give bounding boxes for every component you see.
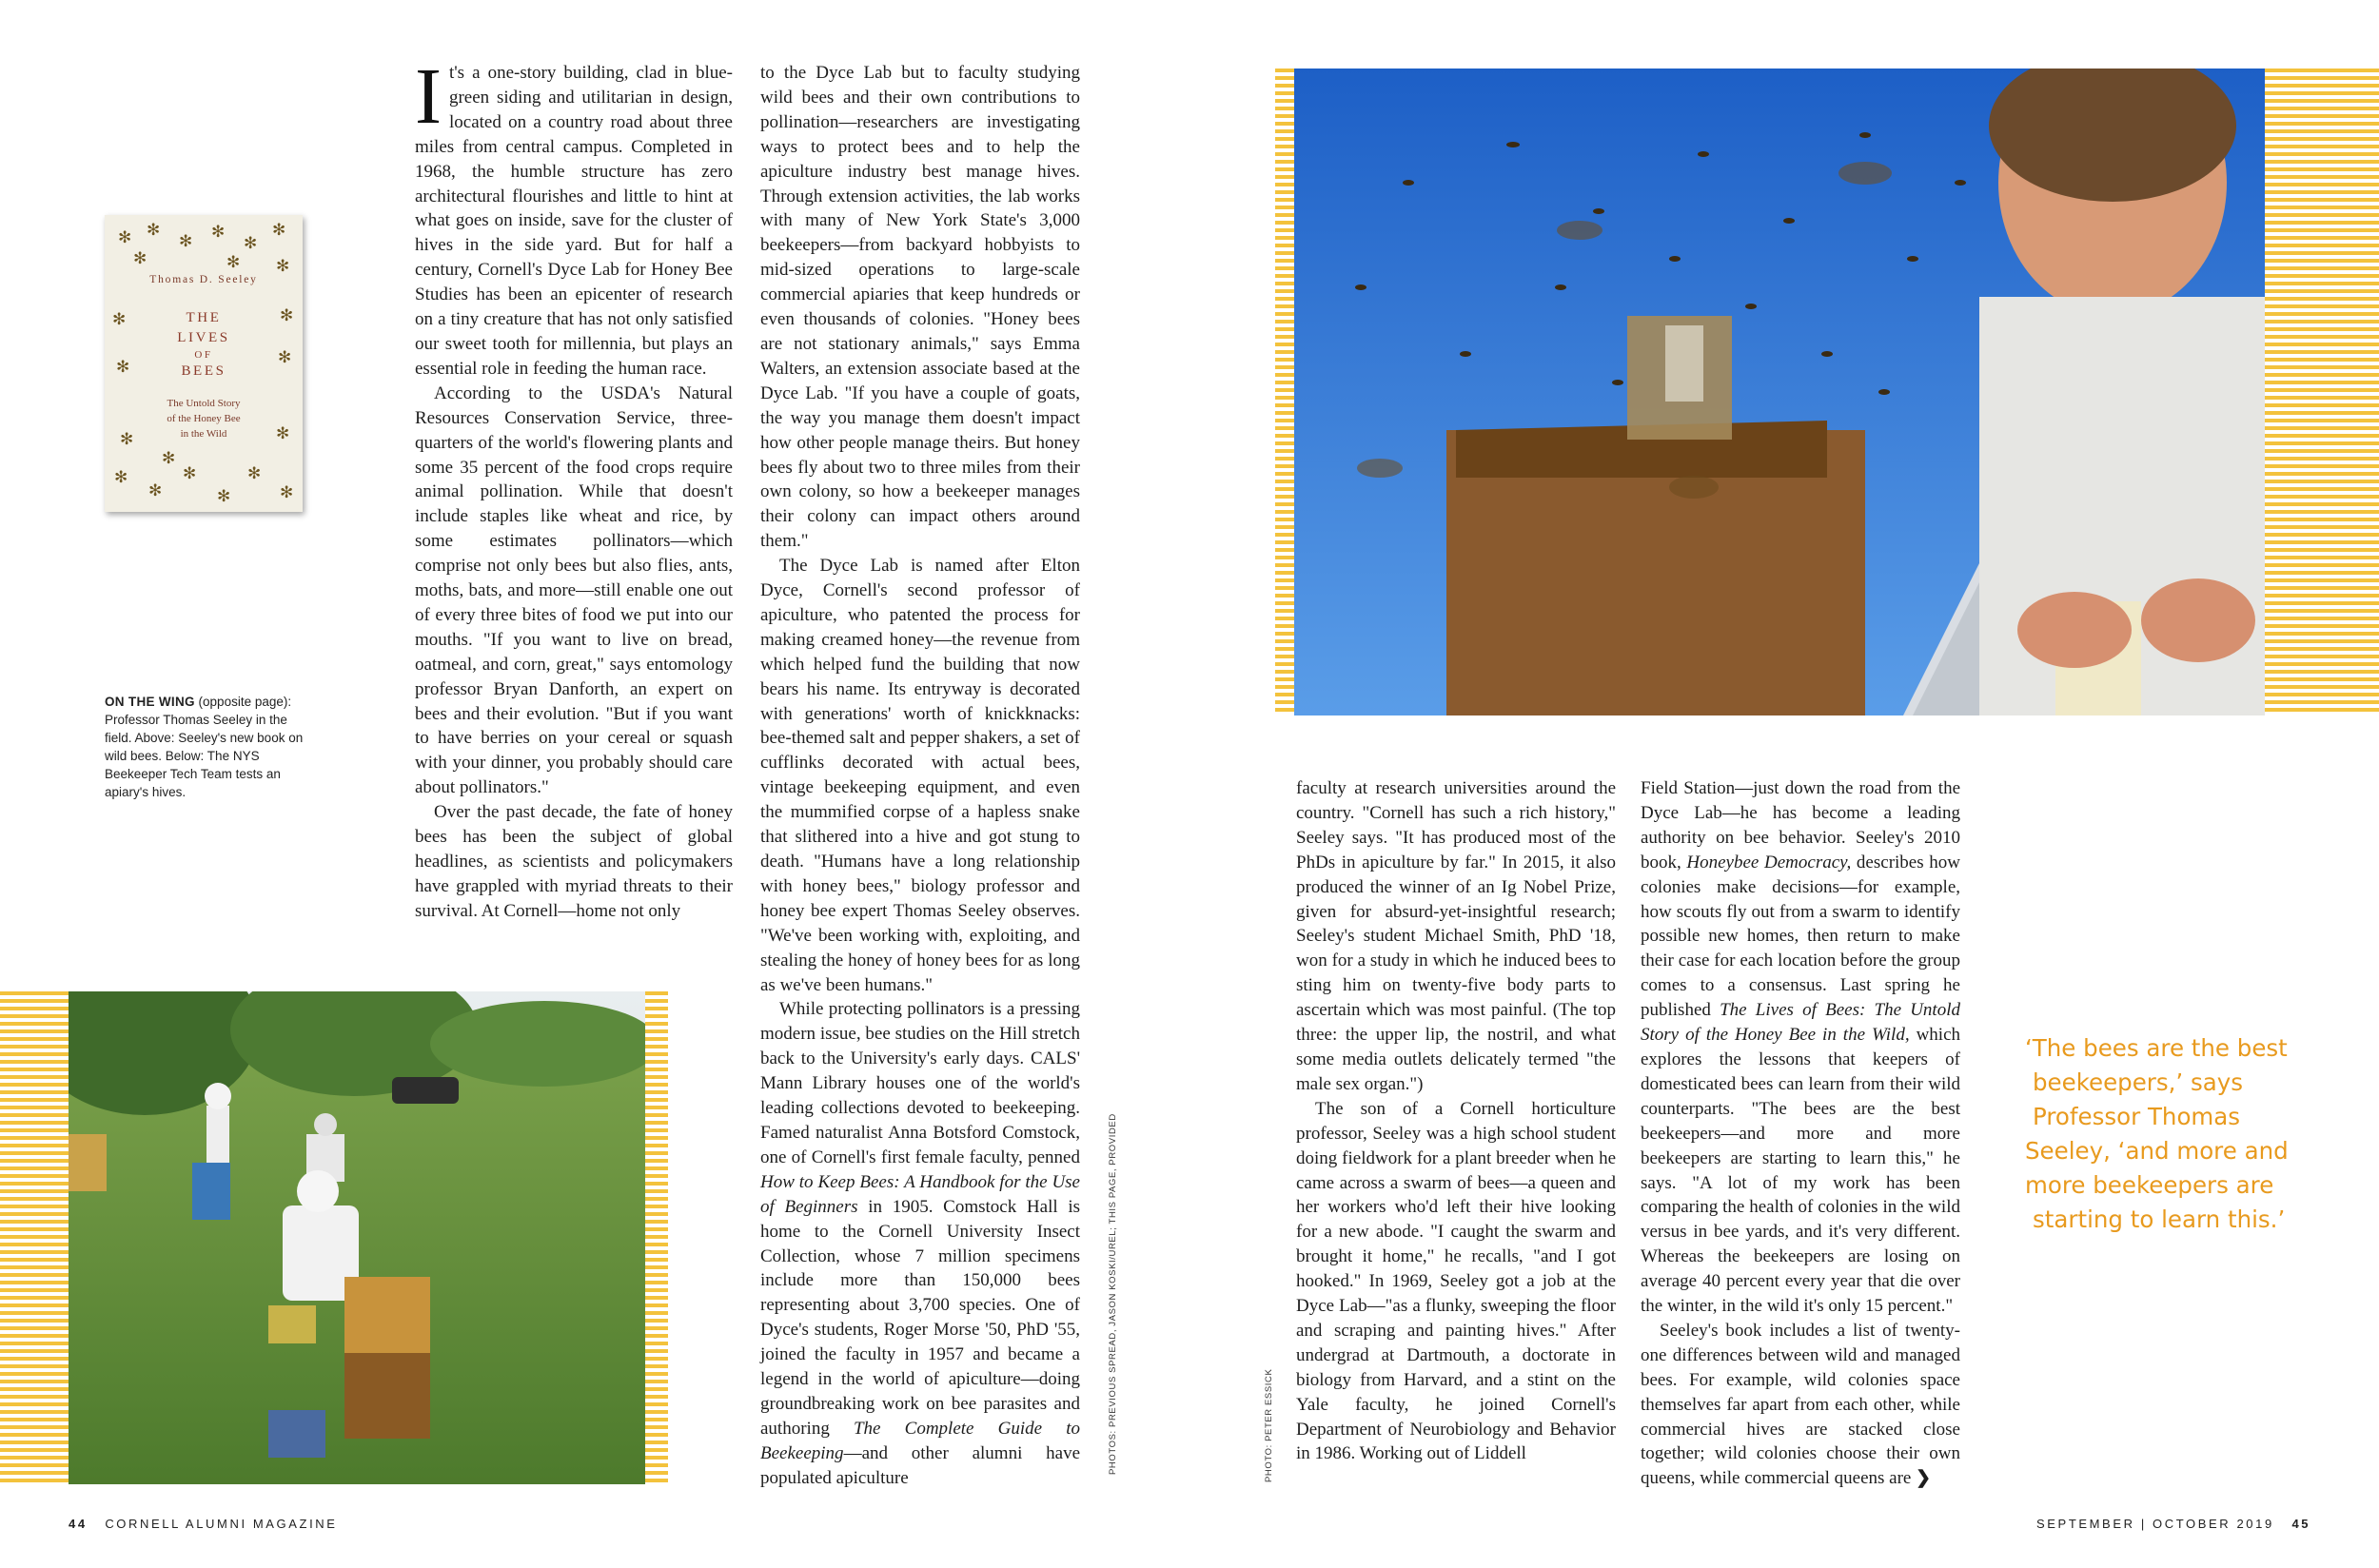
- seeley-bees-photo: [1294, 69, 2265, 715]
- photo-credit-right: PHOTO: PETER ESSICK: [1264, 1368, 1274, 1482]
- beekeepers-field-photo: [69, 991, 645, 1484]
- folio-right: SEPTEMBER | OCTOBER 2019 45: [2036, 1517, 2311, 1531]
- book-author: Thomas D. Seeley: [149, 274, 258, 285]
- decorative-stripes-right-b: [2265, 69, 2379, 715]
- book-subtitle: The Untold Story of the Honey Bee in the Wild: [167, 398, 241, 440]
- article-column-4: Field Station—just down the road from the Dyce Lab—he has become a leading authority on bee behavior. Seeley's 2010 book, Honeybee Democracy, describes how colonies make decisions—for example, how scouts fly out from a swarm to identify possible new homes, then return to make their case for each location before the group comes to a consensus. Last spring he published The Lives of Bees: The Untold Story of the Honey Bee in the Wild, which explores the lessons that keepers of domesticated bees can learn from their wild counterparts. "The bees are the best beekeepers—and more and more beekeepers are starting to learn this," he says. "A lot of my work has been comparing the health of colonies in the wild versus in bee yards, and it's very different. Whereas the beekeepers are losing on average 40 percent every year that die over the winter, in the wild it's only 15 percent." Seeley's book includes a list of twenty-one differences between wild and managed bees. For example, wild colonies space themselves far apart from each other, while commercial hives are stacked close together; wild colonies choose their own queens, while commercial queens are ❯: [1641, 778, 1961, 1489]
- decorative-stripes-right-a: [1275, 69, 1296, 715]
- pull-quote: ‘The bees are the best beekeepers,’ says Professor Thomas Seeley, ‘and more and more beekeepers are starting to learn this.’: [2025, 1034, 2289, 1233]
- decorative-stripes-left: [0, 991, 69, 1484]
- page-number-left: 44: [69, 1517, 88, 1531]
- decorative-stripes-left-b: [645, 991, 668, 1484]
- article-column-1: It's a one-story building, clad in blue-green siding and utilitarian in design, located on a country road about three miles from central campus. Completed in 1968, the humble structure has zero architectural flourishes and little to hint at what goes on inside, save for the cluster of hives in the side yard. But for half a century, Cornell's Dyce Lab for Honey Bee Studies has been an epicenter of research on a tiny creature that has not only satisfied our sweet tooth for millennia, but plays an essential role in feeding the human race. According to the USDA's Natural Resources Conservation Service, three-quarters of the world's flowering plants and some 35 percent of the food crops require animal pollination. While that doesn't include staples like wheat and rice, by some estimates pollinators—which comprise not only bees but also flies, ants, moths, bats, and more—still enable one out of every three bites of food we put into our mouths. "If you want to live on bread, oatmeal, and corn, great," says entomology professor Bryan Danforth, an expert on bees and their evolution. "But if you want to have berries on your cereal or squash with your dinner, you probably should care about pollinators." Over the past decade, the fate of honey bees has been the subject of global headlines, as scientists and policymakers have grappled with myriad threats to their survival. At Cornell—home not only: [415, 52, 733, 921]
- article-column-2: to the Dyce Lab but to faculty studying wild bees and their own contributions to pollination—researchers are investigating ways to protect bees and to help the apiculture industry best manage hives. Through extension activities, the lab works with many of New York State's 3,000 beekeepers—from backyard hobbyists to mid-sized operations to large-scale commercial apiaries that keep hundreds or even thousands of colonies. "Honey bees are not stationary animals," says Emma Walters, an extension associate based at the Dyce Lab. "If you have a couple of goats, the way you manage them doesn't impact how other people manage theirs. But honey bees fly about two to three miles from their own colony, so how a beekeeper manages their colony can impact others around them." The Dyce Lab is named after Elton Dyce, Cornell's second professor of apiculture, who patented the process for making creamed honey—the revenue from which helped fund the building that now bears his name. Its entryway is decorated with generations' worth of knickknacks: bee-themed salt and pepper shakers, a set of cufflinks decorated with actual bees, vintage beekeeping equipment, and even the mummified corpse of a hapless snake that slithered into a hive and got stung to death. "Humans have a long relationship with honey bees," biology professor and honey bee expert Thomas Seeley observes. "We've been working with, exploiting, and stealing the honey of honey bees for as long as we've been humans." While protecting pollinators is a pressing modern issue, bee studies on the Hill stretch back to the University's early days. CALS' Mann Library houses one of the world's leading collections devoted to beekeeping. Famed naturalist Anna Botsford Comstock, one of Cornell's first female faculty, penned How to Keep Bees: A Handbook for the Use of Beginners in 1905. Comstock Hall is home to the Cornell University Insect Collection, whose 7 million specimens include more than 150,000 bees representing about 3,700 species. One of Dyce's students, Roger Morse '50, PhD '55, joined the faculty in 1957 and became a legend in the world of apiculture—doing groundbreaking work on bee parasites and authoring The Complete Guide to Beekeeping—and other alumni have populated apiculture: [760, 63, 1080, 1488]
- book-cover-image: ✻ ✻ ✻ ✻ ✻ ✻ ✻ ✻ ✻ ✻ ✻ ✻ ✻ ✻ ✻ ✻ ✻ ✻ ✻ ✻ ✻ ✻ Thomas D. Seeley THE LIVES OF BEES The Untold Story of the Honey Bee in the Wild: [105, 215, 303, 512]
- photo-caption: ON THE WING (opposite page): Professor Thomas Seeley in the field. Above: Seeley's new book on wild bees. Below: The NYS Beekeeper Tech Team tests an apiary's hives.: [105, 695, 304, 799]
- magazine-name: CORNELL ALUMNI MAGAZINE: [105, 1517, 338, 1531]
- book-title: THE LIVES OF BEES: [177, 310, 230, 379]
- photo-credit-left: PHOTOS: PREVIOUS SPREAD, JASON KOSKI/UREL; THIS PAGE, PROVIDED: [1108, 1113, 1118, 1475]
- article-column-3: faculty at research universities around the country. "Cornell has such a rich history," Seeley says. "It has produced most of the PhDs in apiculture by far." In 2015, it also produced the winner of an Ig Nobel Prize, given for absurd-yet-insightful research; Seeley's student Michael Smith, PhD '18, won for a study in which he induced bees to sting him on twenty-five body parts to ascertain which was most painful. (The top three: the upper lip, the nostril, and what some media outlets delicately termed "the male sex organ.") The son of a Cornell horticulture professor, Seeley was a high school student doing fieldwork for a plant breeder when he came across a swarm of bees—a queen and her workers who'd left their hive looking for a new abode. "I caught the swarm and brought it home," he recalls, "and I got hooked." In 1969, Seeley got a job at the Dyce Lab—"as a flunky, sweeping the floor and scraping and painting hives." After undergrad at Dartmouth, a doctorate in biology from Harvard, and a stint on the Yale faculty, he joined Cornell's Department of Neurobiology and Behavior in 1986. Working out of Liddell: [1296, 778, 1616, 1464]
- continue-arrow-icon: ❯: [1916, 1468, 1932, 1489]
- folio-left: [69, 1517, 338, 1531]
- page-number-right: 45: [2291, 1517, 2311, 1531]
- drop-cap: I: [415, 52, 442, 141]
